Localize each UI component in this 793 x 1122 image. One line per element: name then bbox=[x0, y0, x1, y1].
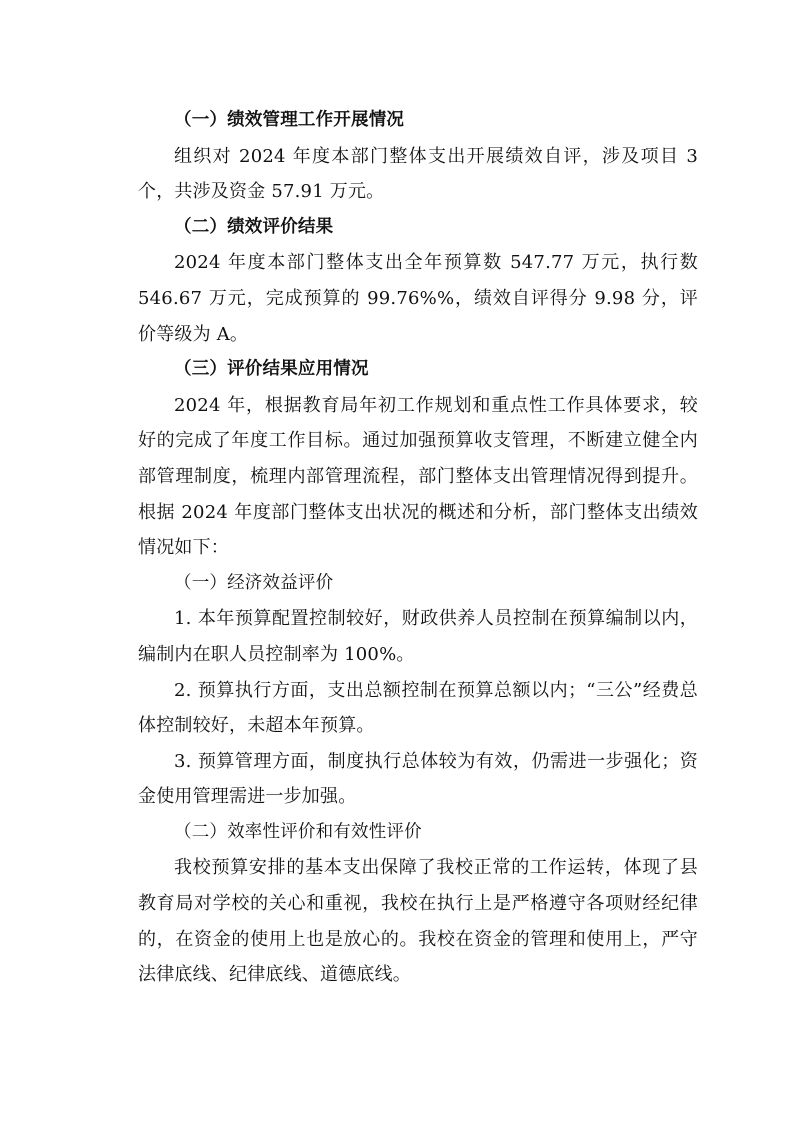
list-item-economic-1: 1. 本年预算配置控制较好，财政供养人员控制在预算编制以内，编制内在职人员控制率为 100%。 bbox=[138, 608, 698, 665]
paragraph-results-application: 2024 年，根据教育局年初工作规划和重点性工作具体要求，较好的完成了年度工作目标。通过加强预算收支管理，不断建立健全内部管理制度，梳理内部管理流程，部门整体支出管理情况得到提升。根据 2024 年度部门整体支出状况的概述和分析，部门整体支出绩效情况如下： bbox=[138, 394, 698, 559]
document-body bbox=[138, 103, 698, 993]
subheading-efficiency-effectiveness: （二）效率性评价和有效性评价 bbox=[174, 821, 422, 842]
paragraph-efficiency-effectiveness: 我校预算安排的基本支出保障了我校正常的工作运转，体现了县教育局对学校的关心和重视，我校在执行上是严格遵守各项财经纪律的，在资金的使用上也是放心的。我校在资金的管理和使用上，严守法律底线、纪律底线、道德底线。 bbox=[138, 857, 698, 986]
list-item-economic-2: 2. 预算执行方面，支出总额控制在预算总额以内；“三公”经费总体控制较好，未超本年预算。 bbox=[138, 679, 698, 737]
section-heading-evaluation-results: （二）绩效评价结果 bbox=[174, 216, 334, 237]
paragraph-evaluation-results: 2024 年度本部门整体支出全年预算数 547.77 万元，执行数 546.67 万元，完成预算的 99.76%%，绩效自评得分 9.98 分，评价等级为 A。 bbox=[138, 252, 698, 345]
list-item-economic-3: 3. 预算管理方面，制度执行总体较为有效，仍需进一步强化；资金使用管理需进一步加强。 bbox=[138, 750, 698, 808]
section-heading-results-application: （三）评价结果应用情况 bbox=[174, 359, 369, 380]
subheading-economic-benefit: （一）经济效益评价 bbox=[174, 572, 334, 593]
section-heading-performance-management: （一）绩效管理工作开展情况 bbox=[174, 110, 405, 130]
paragraph-performance-management: 组织对 2024 年度本部门整体支出开展绩效自评，涉及项目 3 个，共涉及资金 57.91 万元。 bbox=[138, 145, 698, 203]
